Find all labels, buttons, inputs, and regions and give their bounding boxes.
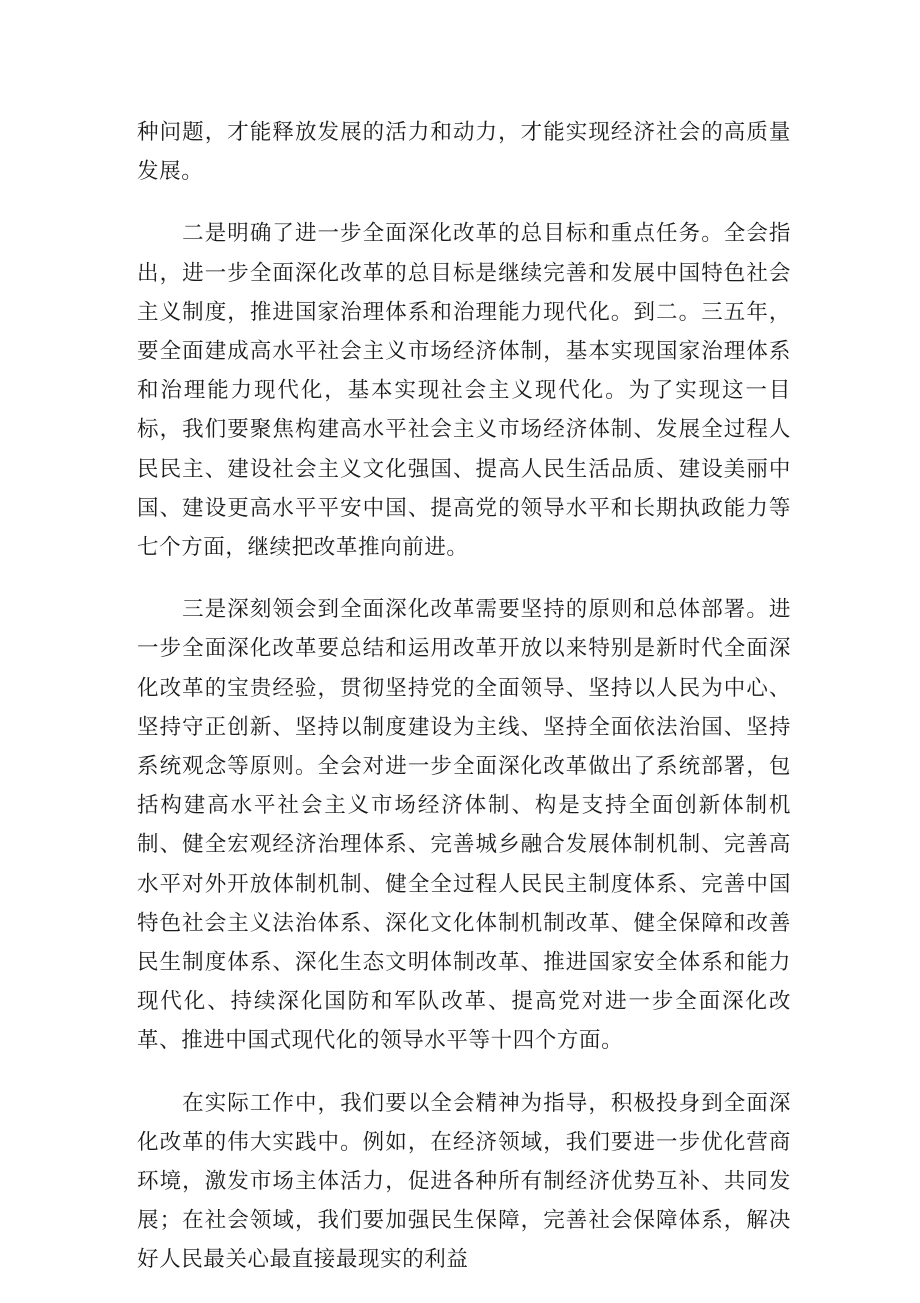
paragraph-practical-work: 在实际工作中，我们要以全会精神为指导，积极投身到全面深化改革的伟大实践中。例如，在经济领域，我们要进一步优化营商环境，激发市场主体活力，促进各种所有制经济优势互补、共同发展；在社会领域，我们要加强民生保障，完善社会保障体系，解决好人民最关心最直接最现实的利益 [137,1090,791,1273]
paragraph-reform-goals: 二是明确了进一步全面深化改革的总目标和重点任务。全会指出，进一步全面深化改革的总目标是继续完善和发展中国特色社会主义制度，推进国家治理体系和治理能力现代化。到二。三五年，要全面建成高水平社会主义市场经济体制，基本实现国家治理体系和治理能力现代化，基本实现社会主义现代化。为了实现这一目标，我们要聚焦构建高水平社会主义市场经济体制、发展全过程人民民主、建设社会主义文化强国、提高人民生活品质、建设美丽中国、建设更高水平平安中国、提高党的领导水平和长期执政能力等七个方面，继续把改革推向前进。 [137,221,791,561]
paragraph-reform-principles: 三是深刻领会到全面深化改革需要坚持的原则和总体部署。进一步全面深化改革要总结和运用改革开放以来特别是新时代全面深化改革的宝贵经验，贯彻坚持党的全面领导、坚持以人民为中心、坚持守正创新、坚持以制度建设为主线、坚持全面依法治国、坚持系统观念等原则。全会对进一步全面深化改革做出了系统部署，包括构建高水平社会主义市场经济体制、构是支持全面创新体制机制、健全宏观经济治理体系、完善城乡融合发展体制机制、完善高水平对外开放体制机制、健全全过程人民民主制度体系、完善中国特色社会主义法治体系、深化文化体制机制改革、健全保障和改善民生制度体系、深化生态文明体制改革、推进国家安全体系和能力现代化、持续深化国防和军队改革、提高党对进一步全面深化改革、推进中国式现代化的领导水平等十四个方面。 [137,597,791,1054]
paragraph-continuation: 种问题，才能释放发展的活力和动力，才能实现经济社会的高质量发展。 [137,120,791,185]
document-body [137,113,791,1303]
